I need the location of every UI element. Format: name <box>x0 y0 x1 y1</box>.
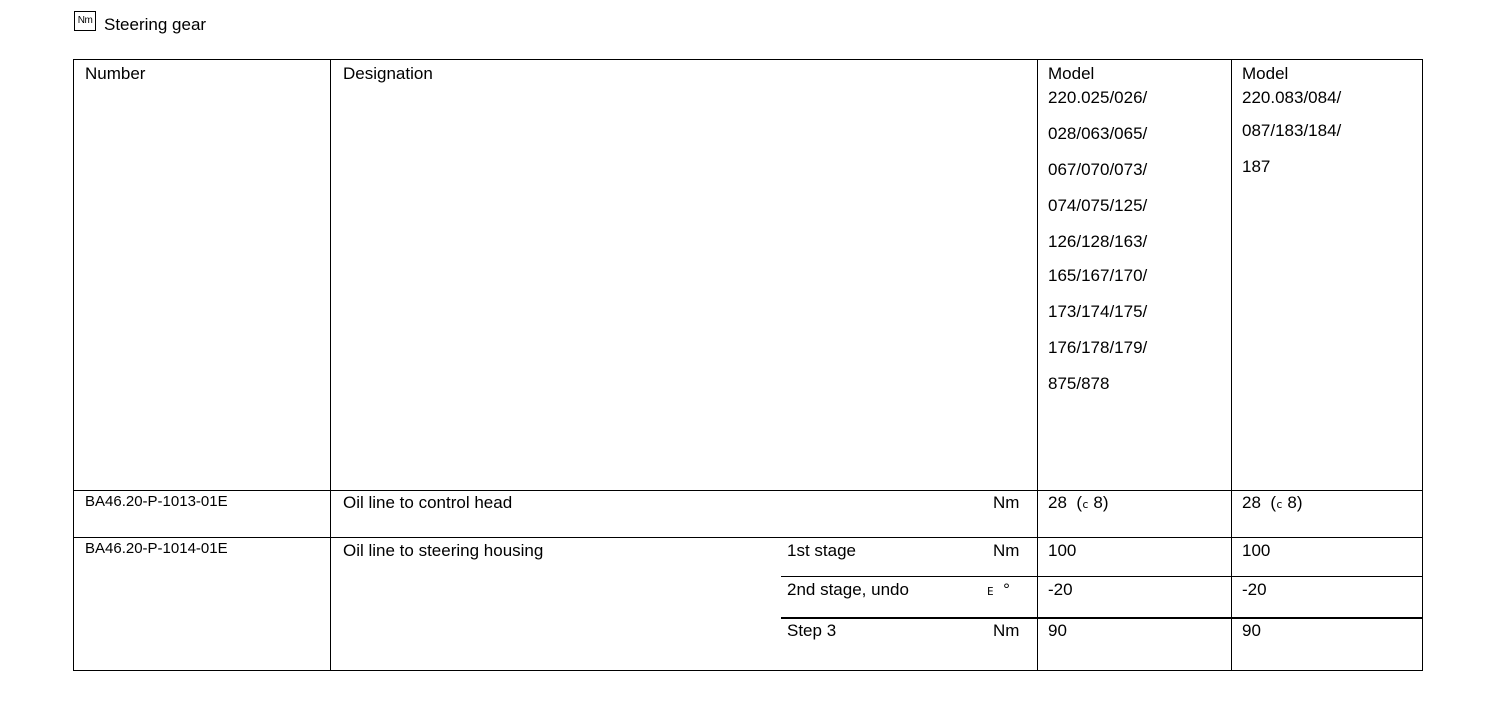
row-number: BA46.20-P-1014-01E <box>85 540 228 557</box>
col-divider <box>1037 60 1038 671</box>
stage-value-model-a: 90 <box>1048 621 1067 640</box>
col-divider <box>330 60 331 671</box>
row-designation: Oil line to control head <box>343 493 513 512</box>
stage-value-model-b: 100 <box>1242 541 1271 560</box>
model-a-code: 220.025/026/ <box>1048 88 1148 107</box>
stage-unit: Nm <box>993 541 1020 560</box>
col-divider <box>1231 60 1232 671</box>
model-a-code: 028/063/065/ <box>1048 124 1148 143</box>
stage-value-model-b: -20 <box>1242 580 1267 599</box>
stage-value-model-a: 100 <box>1048 541 1077 560</box>
row-designation: Oil line to steering housing <box>343 541 544 560</box>
row-value-model-b: 28 (c 8) <box>1242 493 1303 512</box>
section-header <box>74 10 206 36</box>
header-model-a: Model <box>1048 64 1095 83</box>
model-b-code: 187 <box>1242 157 1271 176</box>
row-unit: Nm <box>993 493 1020 512</box>
nm-torque-icon: Nm <box>74 11 96 31</box>
stage-unit: E ° <box>987 580 1010 599</box>
stage-label: 1st stage <box>787 541 856 560</box>
model-a-code: 067/070/073/ <box>1048 160 1148 179</box>
angle-symbol-icon: E <box>987 585 994 598</box>
stage-label: Step 3 <box>787 621 837 640</box>
stage-divider <box>781 617 1422 619</box>
stage-label: 2nd stage, undo <box>787 580 909 599</box>
model-a-code: 126/128/163/ <box>1048 232 1148 251</box>
stage-unit: Nm <box>993 621 1020 640</box>
torque-table <box>73 59 1423 671</box>
stage-divider <box>781 576 1422 577</box>
model-a-code: 875/878 <box>1048 374 1110 393</box>
stage-value-model-a: -20 <box>1048 580 1073 599</box>
header-designation: Designation <box>343 64 433 83</box>
stage-value-model-b: 90 <box>1242 621 1261 640</box>
model-a-code: 165/167/170/ <box>1048 266 1148 285</box>
row-value-model-a: 28 (c 8) <box>1048 493 1109 512</box>
model-a-code: 173/174/175/ <box>1048 302 1148 321</box>
row-number: BA46.20-P-1013-01E <box>85 493 228 510</box>
header-number: Number <box>85 64 146 83</box>
model-a-code: 074/075/125/ <box>1048 196 1148 215</box>
model-b-code: 087/183/184/ <box>1242 121 1342 140</box>
header-model-b: Model <box>1242 64 1289 83</box>
section-title: Steering gear <box>104 15 207 34</box>
model-b-code: 220.083/084/ <box>1242 88 1342 107</box>
row-divider <box>74 490 1422 491</box>
row-divider <box>74 537 1422 538</box>
model-a-code: 176/178/179/ <box>1048 338 1148 357</box>
